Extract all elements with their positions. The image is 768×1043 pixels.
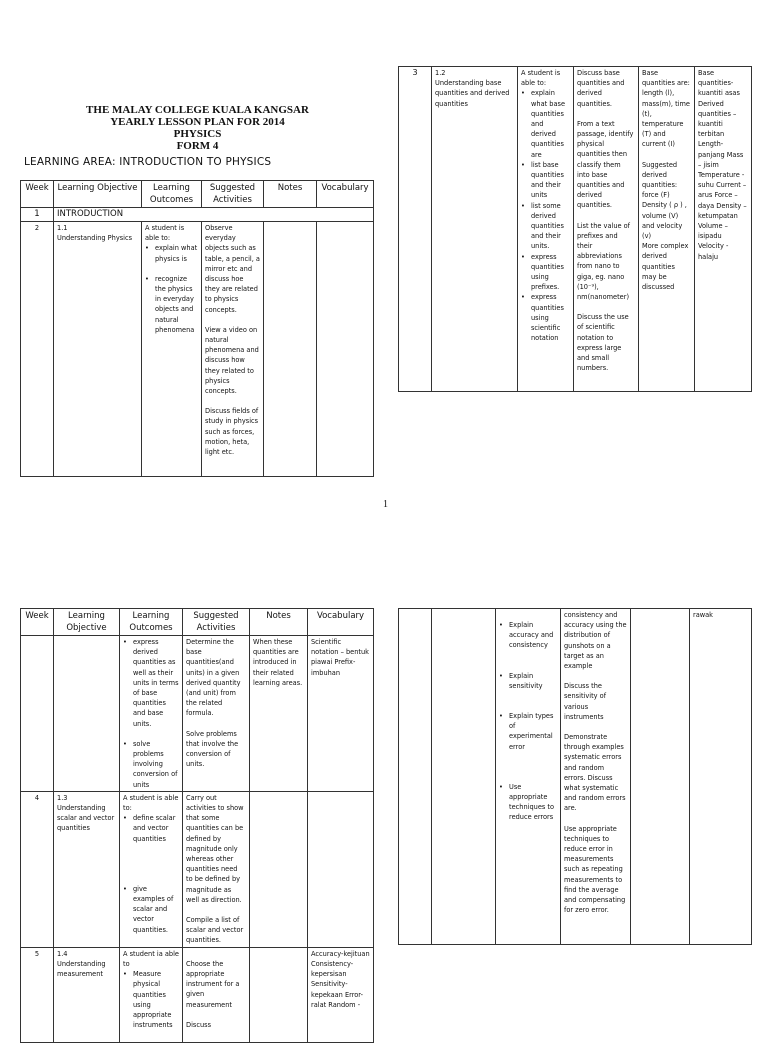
note-item: Base quantities are: length (l), mass(m), time (t), temperature (T) and current (I)	[642, 69, 690, 149]
outcomes-cell	[120, 947, 183, 1042]
vocabulary-cell	[695, 67, 752, 392]
objective-cell	[432, 67, 518, 392]
week-2: 2	[21, 222, 54, 477]
vocabulary-text: Accuracy-kejituan Consistency-kepersisan Sensitivity-kepekaan Error- ralat Random -	[311, 949, 370, 1009]
outcome-item: • list some derived quantities and their units.	[521, 201, 570, 252]
notes-cell	[639, 67, 695, 392]
activity-item: Discuss	[186, 1020, 212, 1029]
col-week: Week	[21, 609, 54, 636]
header-line-2: YEARLY LESSON PLAN FOR 2014	[110, 116, 285, 128]
outcome-item: • Measure physical quantities using appropriate instruments	[123, 969, 179, 1030]
notes-cell	[250, 791, 308, 947]
vocabulary-cell	[317, 222, 374, 477]
outcome-intro: A student is able to:	[521, 69, 561, 88]
outcomes-cell	[120, 791, 183, 947]
outcome-item: • recognize the physics in everyday objects and natural phenomena	[145, 274, 198, 335]
outcome-item: • Use appropriate techniques to reduce errors	[499, 782, 557, 823]
activity-item: Solve problems that involve the conversion of units.	[186, 729, 239, 769]
vocabulary-cell	[308, 947, 374, 1042]
activity-item: Discuss the sensitivity of various instruments	[564, 682, 607, 721]
activity-item: Discuss fields of study in physics such as forces, motion, heta, light etc.	[205, 407, 259, 457]
header-line-4: FORM 4	[176, 140, 219, 152]
outcome-item: • list base quantities and their units	[521, 160, 570, 201]
lesson-table-3	[20, 608, 374, 1043]
col-objective: Learning Objective	[54, 609, 120, 636]
col-outcomes: Learning Outcomes	[142, 181, 202, 208]
col-objective: Learning Objective	[54, 181, 142, 208]
outcomes-cell	[120, 636, 183, 792]
col-outcomes: Learning Outcomes	[120, 609, 183, 636]
activity-item: Determine the base quantities(and units) in a given derived quantity (and unit) from the related formula.	[186, 638, 241, 718]
outcome-intro: A student ia able to	[123, 949, 179, 968]
activity-item: List the value of prefixes and their abbreviations from nano to giga, eg. nano (10⁻⁹), nm(nanometer)	[577, 221, 631, 302]
activity-item: Discuss base quantities and derived quantities.	[577, 69, 625, 108]
objective-cell-empty	[54, 636, 120, 792]
col-notes: Notes	[250, 609, 308, 636]
week-5: 5	[21, 947, 54, 1042]
activity-item: Demonstrate through examples systematic errors and random errors. Discuss what systematic and random errors are.	[564, 733, 626, 813]
week-3: 3	[399, 67, 432, 392]
outcome-intro: A student is able to:	[123, 793, 179, 813]
outcomes-cell	[496, 609, 561, 945]
objective-number: 1.1	[57, 224, 68, 232]
col-week: Week	[21, 181, 54, 208]
outcome-intro: A student is able to:	[145, 224, 185, 243]
objective-title: Understanding scalar and vector quantities	[57, 804, 115, 833]
vocabulary-cell	[308, 636, 374, 792]
vocabulary-text: rawak	[693, 611, 714, 619]
outcome-item: • explain what physics is	[145, 243, 198, 263]
outcome-item: • Explain sensitivity	[499, 671, 557, 691]
outcome-item: • express derived quantities as well as their units in terms of base quantities and base units.	[123, 637, 179, 729]
header-line-1: THE MALAY COLLEGE KUALA KANGSAR	[86, 104, 309, 116]
objective-number: 1.4	[57, 949, 68, 958]
objective-title: Understanding measurement	[57, 959, 106, 979]
objective-number: 1.2	[435, 69, 446, 77]
col-activities: Suggested Activities	[202, 181, 264, 208]
outcome-item: • define scalar and vector quantities	[123, 813, 179, 844]
notes-cell	[250, 947, 308, 1042]
page-number: 1	[383, 499, 388, 510]
outcome-item: • explain what base quantities and derived quantities are	[521, 88, 570, 159]
lesson-table-4	[398, 608, 752, 945]
outcome-item: • Explain types of experimental error	[499, 711, 557, 752]
note-item: Suggested derived quantities: force (F) Density ( ρ ) , volume (V) and velocity (v)	[642, 160, 687, 241]
activities-cell	[574, 67, 639, 392]
activities-cell	[561, 609, 631, 945]
activities-cell	[183, 947, 250, 1042]
topic-introduction: INTRODUCTION	[54, 208, 374, 222]
note-item: When these quantities are introduced in their related learning areas.	[253, 638, 303, 687]
note-item: More complex derived quantities may be discussed	[642, 242, 689, 292]
lesson-table-1	[20, 180, 374, 477]
vocabulary-cell	[690, 609, 752, 945]
activity-item: Use appropriate techniques to reduce error in measurements such as repeating measurements to find the average and compensating for zero error.	[564, 824, 626, 915]
activity-item: Observe everyday objects such as table, a pencil, a mirror etc and discuss hoe they are related to physics concepts.	[205, 224, 260, 314]
learning-area-title: LEARNING AREA: INTRODUCTION TO PHYSICS	[24, 156, 272, 168]
outcome-item: • express quantities using prefixes.	[521, 252, 570, 293]
notes-cell	[250, 636, 308, 792]
objective-title: Understanding base quantities and derived quantities	[435, 79, 510, 108]
activity-item: consistency and accuracy using the distribution of gunshots on a target as an example	[564, 611, 627, 671]
col-vocabulary: Vocabulary	[317, 181, 374, 208]
objective-title: Understanding Physics	[57, 234, 133, 243]
activities-cell	[183, 636, 250, 792]
activity-item: Discuss the use of scientific notation to express large and small numbers.	[577, 313, 629, 373]
activity-item: View a video on natural phenomena and discuss how they related to physics concepts.	[205, 325, 259, 396]
activity-item: Compile a list of scalar and vector quantities.	[186, 916, 244, 945]
col-activities: Suggested Activities	[183, 609, 250, 636]
objective-cell	[54, 947, 120, 1042]
activity-item: Choose the appropriate instrument for a given measurement	[186, 959, 240, 1009]
header-line-3: PHYSICS	[173, 128, 222, 140]
outcomes-cell	[142, 222, 202, 477]
objective-cell	[54, 222, 142, 477]
lesson-table-2	[398, 66, 752, 392]
week-1: 1	[21, 208, 54, 222]
notes-cell	[264, 222, 317, 477]
notes-cell	[631, 609, 690, 945]
objective-cell-empty	[432, 609, 496, 945]
col-notes: Notes	[264, 181, 317, 208]
week-cell-empty	[399, 609, 432, 945]
objective-cell	[54, 791, 120, 947]
outcome-item: • solve problems involving conversion of units	[123, 739, 179, 790]
outcome-item: • Explain accuracy and consistency	[499, 620, 557, 651]
vocabulary-text: Base quantities-kuantiti asas Derived quantities – kuantiti terbitan Length-panjang Mass – jisim Temperature - suhu Current – arus Force – daya Density – ketumpatan Volume – isipadu Velocity - halaju	[698, 69, 747, 261]
outcomes-cell	[518, 67, 574, 392]
col-vocabulary: Vocabulary	[308, 609, 374, 636]
vocabulary-cell	[308, 791, 374, 947]
week-cell-empty	[21, 636, 54, 792]
outcome-item: • express quantities using scientific notation	[521, 292, 570, 343]
activity-item: Carry out activities to show that some quantities can be defined by magnitude only whereas other quantities need to be defined by magnitude as well as direction.	[186, 793, 244, 904]
objective-number: 1.3	[57, 793, 68, 802]
activities-cell	[202, 222, 264, 477]
outcome-item: • give examples of scalar and vector quantities.	[123, 884, 179, 935]
activities-cell	[183, 791, 250, 947]
week-4: 4	[21, 791, 54, 947]
activity-item: From a text passage, identify physical quantities then classify them into base quantities and derived quantities.	[577, 119, 634, 210]
vocabulary-text: Scientific notation – bentuk piawai Prefix-imbuhan	[311, 638, 369, 677]
